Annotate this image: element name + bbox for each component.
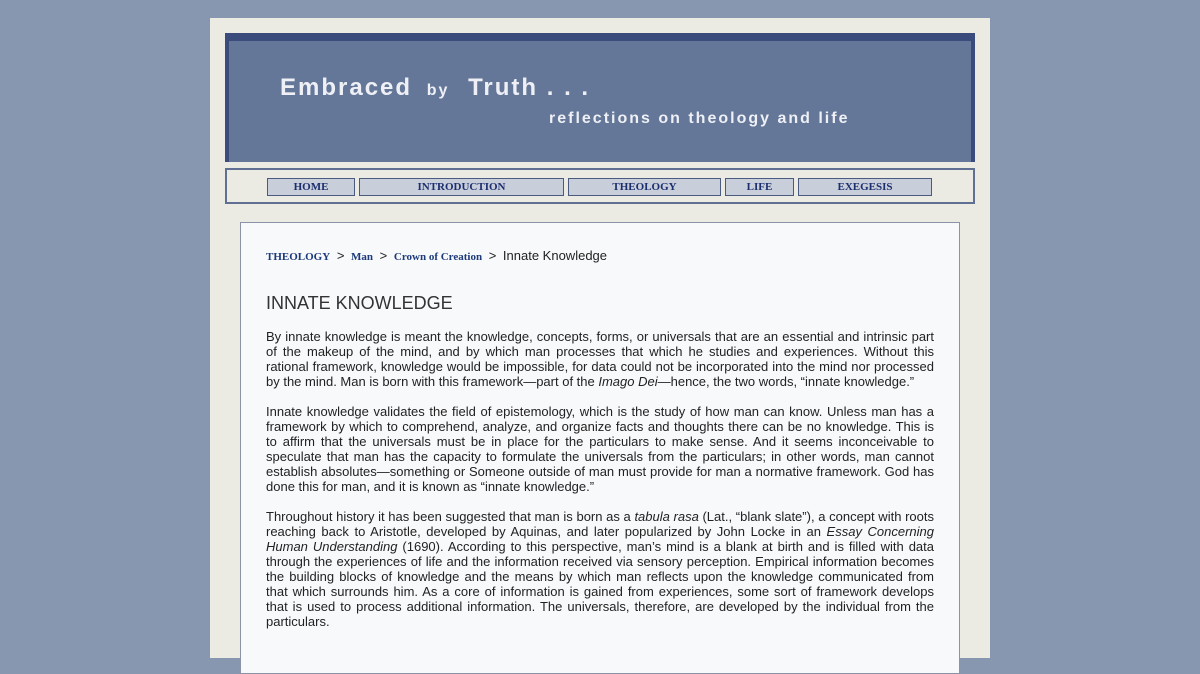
breadcrumb-separator: > [336,248,345,263]
breadcrumb-link-crown-of-creation[interactable]: Crown of Creation [393,251,483,263]
p3-text-b: (Lat., “blank slate”), a concept with roots reaching back to Aristotle, developed by Aquinas, and later popularized by John Locke in an [266,509,934,539]
article-title: INNATE KNOWLEDGE [266,293,453,313]
article-paragraph-2: Innate knowledge validates the field of epistemology, which is the study of how man can know. Unless man has a framework by which to comprehend, analyze, and organize facts and thoughts there can be no knowledge. This is to affirm that the universals must be in place for the particulars to make sense. And it seems inconceivable to speculate that man has the capacity to formulate the universals from the particulars; in other words, man cannot establish absolutes—something or Someone outside of man must provide for man a normative framework. God has done this for man, and it is known as “innate knowledge.” [266,404,934,494]
main-nav [225,168,975,204]
site-title-end: Truth . . . [468,74,591,101]
content-panel [240,222,960,674]
site-title[interactable] [280,74,590,102]
site-tagline: reflections on theology and life [549,110,850,127]
nav-exegesis-button[interactable]: EXEGESIS [798,178,932,196]
nav-life-button[interactable]: LIFE [725,178,794,196]
site-title-by: by [426,82,450,99]
p3-text-c: (1690). According to this perspective, man’s mind is a blank at birth and is filled with data through the experiences of life and the information received via sensory perception. Empirical information becomes the building blocks of knowledge and the means by which man reflects upon the knowledge communicated from that which surrounds him. As a core of information is gained from experiences, some sort of framework develops that is used to process additional information. The universals, therefore, are developed by the individual from the particulars. [266,539,934,629]
nav-theology-button[interactable]: THEOLOGY [568,178,721,196]
p1-text-a: By innate knowledge is meant the knowledge, concepts, forms, or universals that are an essential and intrinsic part of the makeup of the mind, and by which man processes that which he studies and experiences. Without this rational framework, knowledge would be impossible, for data could not be incorporated into the mind nor processed by the mind. Man is born with this framework—part of the [266,329,934,389]
page-container [210,18,990,658]
p1-text-b: —hence, the two words, “innate knowledge.” [657,374,915,389]
p3-text-a: Throughout history it has been suggested that man is born as a [266,509,635,524]
article-paragraph-1 [266,329,934,389]
nav-home-button[interactable]: HOME [267,178,355,196]
breadcrumb [266,248,607,263]
breadcrumb-separator: > [488,248,497,263]
breadcrumb-link-man[interactable]: Man [351,251,374,263]
breadcrumb-separator: > [379,248,388,263]
article-paragraph-3 [266,509,934,629]
nav-introduction-button[interactable]: INTRODUCTION [359,178,564,196]
header-banner [229,41,971,162]
article-body [266,329,934,644]
breadcrumb-current: Innate Knowledge [502,248,608,263]
breadcrumb-link-theology[interactable]: THEOLOGY [266,251,331,263]
site-title-main: Embraced [280,74,413,101]
p3-emphasis-2: Essay Concerning Human Understanding [266,524,935,554]
p1-emphasis: Imago Dei [598,374,658,389]
site-header [225,33,975,162]
p3-emphasis-1: tabula rasa [634,509,699,524]
